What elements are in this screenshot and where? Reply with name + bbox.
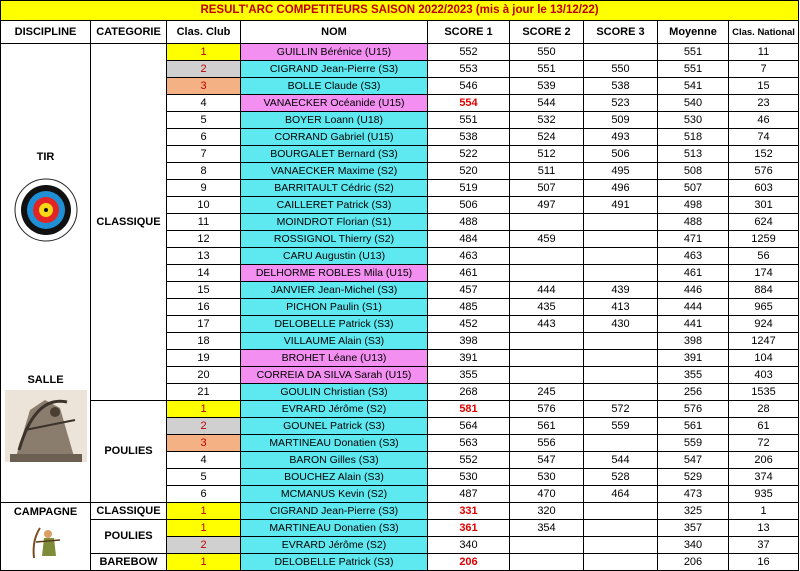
average-cell: 206: [658, 554, 729, 571]
score-1-cell: 398: [428, 333, 510, 350]
score-3-cell: [584, 350, 658, 367]
archer-name-cell: PICHON Paulin (S1): [241, 299, 428, 316]
score-1-cell: 457: [428, 282, 510, 299]
archer-drawing-image: [26, 522, 66, 562]
score-1-cell: 268: [428, 384, 510, 401]
average-cell: 463: [658, 248, 729, 265]
archer-name-cell: BROHET Léane (U13): [241, 350, 428, 367]
club-rank-cell: 5: [167, 469, 241, 486]
category-campagne-classique: CLASSIQUE: [91, 503, 167, 520]
score-3-cell: 495: [584, 163, 658, 180]
archer-name-cell: ROSSIGNOL Thierry (S2): [241, 231, 428, 248]
score-3-cell: [584, 231, 658, 248]
club-rank-cell: 7: [167, 146, 241, 163]
score-2-cell: 511: [510, 163, 584, 180]
club-rank-cell: 4: [167, 452, 241, 469]
average-cell: 529: [658, 469, 729, 486]
club-rank-cell: 12: [167, 231, 241, 248]
national-rank-cell: 965: [729, 299, 799, 316]
score-1-cell: 538: [428, 129, 510, 146]
score-3-cell: [584, 520, 658, 537]
national-rank-cell: 152: [729, 146, 799, 163]
national-rank-cell: 11: [729, 44, 799, 61]
archer-name-cell: CORREIA DA SILVA Sarah (U15): [241, 367, 428, 384]
club-rank-cell: 6: [167, 129, 241, 146]
archer-name-cell: CARU Augustin (U13): [241, 248, 428, 265]
score-1-cell: 530: [428, 469, 510, 486]
score-3-cell: 413: [584, 299, 658, 316]
score-2-cell: 470: [510, 486, 584, 503]
header-nom: NOM: [241, 21, 428, 44]
score-3-cell: [584, 44, 658, 61]
score-1-cell: 506: [428, 197, 510, 214]
score-2-cell: 512: [510, 146, 584, 163]
score-3-cell: [584, 214, 658, 231]
header-clas-national: Clas. National: [729, 21, 799, 44]
national-rank-cell: 301: [729, 197, 799, 214]
archer-name-cell: BOYER Loann (U18): [241, 112, 428, 129]
average-cell: 357: [658, 520, 729, 537]
average-cell: 541: [658, 78, 729, 95]
score-1-cell: 546: [428, 78, 510, 95]
header-discipline: DISCIPLINE: [1, 21, 91, 44]
average-cell: 471: [658, 231, 729, 248]
average-cell: 325: [658, 503, 729, 520]
average-cell: 444: [658, 299, 729, 316]
score-2-cell: 547: [510, 452, 584, 469]
national-rank-cell: 1: [729, 503, 799, 520]
national-rank-cell: 603: [729, 180, 799, 197]
average-cell: 507: [658, 180, 729, 197]
club-rank-cell: 2: [167, 537, 241, 554]
table-row: [1, 520, 799, 537]
score-3-cell: [584, 367, 658, 384]
archer-name-cell: JANVIER Jean-Michel (S3): [241, 282, 428, 299]
score-1-cell: 485: [428, 299, 510, 316]
score-1-cell: 488: [428, 214, 510, 231]
score-3-cell: 550: [584, 61, 658, 78]
archer-name-cell: VANAECKER Maxime (S2): [241, 163, 428, 180]
club-rank-cell: 5: [167, 112, 241, 129]
average-cell: 355: [658, 367, 729, 384]
score-2-cell: [510, 554, 584, 571]
score-2-cell: [510, 214, 584, 231]
score-2-cell: [510, 367, 584, 384]
archer-name-cell: GOUNEL Patrick (S3): [241, 418, 428, 435]
score-1-cell: 553: [428, 61, 510, 78]
average-cell: 576: [658, 401, 729, 418]
score-1-cell: 519: [428, 180, 510, 197]
archer-name-cell: MCMANUS Kevin (S2): [241, 486, 428, 503]
national-rank-cell: 7: [729, 61, 799, 78]
score-2-cell: 530: [510, 469, 584, 486]
score-1-cell: 551: [428, 112, 510, 129]
score-2-cell: 544: [510, 95, 584, 112]
score-2-cell: [510, 333, 584, 350]
score-1-cell: 522: [428, 146, 510, 163]
archer-name-cell: BARRITAULT Cédric (S2): [241, 180, 428, 197]
category-poulies: POULIES: [91, 401, 167, 503]
club-rank-cell: 6: [167, 486, 241, 503]
score-3-cell: 509: [584, 112, 658, 129]
score-1-cell: 461: [428, 265, 510, 282]
score-3-cell: [584, 265, 658, 282]
header-moyenne: Moyenne: [658, 21, 729, 44]
score-1-cell: 520: [428, 163, 510, 180]
average-cell: 551: [658, 61, 729, 78]
discipline-salle-cell: [1, 44, 91, 503]
national-rank-cell: 576: [729, 163, 799, 180]
average-cell: 391: [658, 350, 729, 367]
club-rank-cell: 4: [167, 95, 241, 112]
archer-name-cell: EVRARD Jérôme (S2): [241, 401, 428, 418]
score-2-cell: 444: [510, 282, 584, 299]
archer-name-cell: BOURGALET Bernard (S3): [241, 146, 428, 163]
club-rank-cell: 3: [167, 78, 241, 95]
score-2-cell: 550: [510, 44, 584, 61]
score-1-cell: 452: [428, 316, 510, 333]
club-rank-cell: 1: [167, 503, 241, 520]
score-3-cell: 506: [584, 146, 658, 163]
score-2-cell: [510, 537, 584, 554]
score-1-cell: 361: [428, 520, 510, 537]
score-1-cell: 463: [428, 248, 510, 265]
score-1-cell: 564: [428, 418, 510, 435]
archer-name-cell: CIGRAND Jean-Pierre (S3): [241, 61, 428, 78]
archer-statue-image: [5, 390, 87, 462]
score-2-cell: 507: [510, 180, 584, 197]
club-rank-cell: 8: [167, 163, 241, 180]
average-cell: 530: [658, 112, 729, 129]
score-3-cell: 496: [584, 180, 658, 197]
header-categorie: CATEGORIE: [91, 21, 167, 44]
club-rank-cell: 2: [167, 61, 241, 78]
average-cell: 256: [658, 384, 729, 401]
club-rank-cell: 20: [167, 367, 241, 384]
national-rank-cell: 374: [729, 469, 799, 486]
page-title: RESULT'ARC COMPETITEURS SAISON 2022/2023 (mis à jour le 13/12/22): [1, 1, 799, 21]
average-cell: 518: [658, 129, 729, 146]
archer-name-cell: CIGRAND Jean-Pierre (S3): [241, 503, 428, 520]
average-cell: 498: [658, 197, 729, 214]
club-rank-cell: 9: [167, 180, 241, 197]
score-2-cell: 556: [510, 435, 584, 452]
score-1-cell: 552: [428, 452, 510, 469]
club-rank-cell: 1: [167, 554, 241, 571]
score-1-cell: 331: [428, 503, 510, 520]
national-rank-cell: 884: [729, 282, 799, 299]
table-row: [1, 401, 799, 418]
club-rank-cell: 17: [167, 316, 241, 333]
average-cell: 561: [658, 418, 729, 435]
club-rank-cell: 21: [167, 384, 241, 401]
score-1-cell: 391: [428, 350, 510, 367]
club-rank-cell: 13: [167, 248, 241, 265]
score-2-cell: 551: [510, 61, 584, 78]
header-score-2: SCORE 2: [510, 21, 584, 44]
score-1-cell: 581: [428, 401, 510, 418]
score-2-cell: 497: [510, 197, 584, 214]
score-2-cell: 320: [510, 503, 584, 520]
archer-name-cell: BOUCHEZ Alain (S3): [241, 469, 428, 486]
category-barebow: BAREBOW: [91, 554, 167, 571]
score-3-cell: [584, 384, 658, 401]
average-cell: 551: [658, 44, 729, 61]
score-3-cell: 523: [584, 95, 658, 112]
average-cell: 488: [658, 214, 729, 231]
national-rank-cell: 13: [729, 520, 799, 537]
average-cell: 473: [658, 486, 729, 503]
archer-name-cell: CAILLERET Patrick (S3): [241, 197, 428, 214]
national-rank-cell: 16: [729, 554, 799, 571]
archer-name-cell: GOULIN Christian (S3): [241, 384, 428, 401]
score-1-cell: 563: [428, 435, 510, 452]
archer-name-cell: MARTINEAU Donatien (S3): [241, 435, 428, 452]
national-rank-cell: 1259: [729, 231, 799, 248]
archer-name-cell: DELOBELLE Patrick (S3): [241, 554, 428, 571]
average-cell: 461: [658, 265, 729, 282]
score-2-cell: 354: [510, 520, 584, 537]
national-rank-cell: 935: [729, 486, 799, 503]
archer-name-cell: MARTINEAU Donatien (S3): [241, 520, 428, 537]
average-cell: 540: [658, 95, 729, 112]
score-3-cell: 491: [584, 197, 658, 214]
national-rank-cell: 403: [729, 367, 799, 384]
national-rank-cell: 46: [729, 112, 799, 129]
score-3-cell: 528: [584, 469, 658, 486]
club-rank-cell: 18: [167, 333, 241, 350]
average-cell: 508: [658, 163, 729, 180]
table-row: [1, 503, 799, 520]
archery-target-icon: [13, 173, 79, 247]
score-2-cell: [510, 248, 584, 265]
discipline-salle-label: SALLE: [27, 374, 64, 386]
archer-name-cell: DELOBELLE Patrick (S3): [241, 316, 428, 333]
club-rank-cell: 10: [167, 197, 241, 214]
archer-name-cell: VILLAUME Alain (S3): [241, 333, 428, 350]
score-3-cell: 439: [584, 282, 658, 299]
national-rank-cell: 174: [729, 265, 799, 282]
score-1-cell: 355: [428, 367, 510, 384]
average-cell: 559: [658, 435, 729, 452]
national-rank-cell: 1535: [729, 384, 799, 401]
national-rank-cell: 72: [729, 435, 799, 452]
score-1-cell: 340: [428, 537, 510, 554]
score-2-cell: [510, 265, 584, 282]
header-score-1: SCORE 1: [428, 21, 510, 44]
national-rank-cell: 15: [729, 78, 799, 95]
average-cell: 547: [658, 452, 729, 469]
archer-name-cell: GUILLIN Bérénice (U15): [241, 44, 428, 61]
national-rank-cell: 28: [729, 401, 799, 418]
score-2-cell: 443: [510, 316, 584, 333]
national-rank-cell: 1247: [729, 333, 799, 350]
archer-name-cell: CORRAND Gabriel (U15): [241, 129, 428, 146]
club-rank-cell: 2: [167, 418, 241, 435]
national-rank-cell: 206: [729, 452, 799, 469]
title-row: [1, 1, 799, 21]
average-cell: 513: [658, 146, 729, 163]
score-3-cell: [584, 248, 658, 265]
score-1-cell: 552: [428, 44, 510, 61]
club-rank-cell: 3: [167, 435, 241, 452]
header-clas-club: Clas. Club: [167, 21, 241, 44]
archer-name-cell: VANAECKER Océanide (U15): [241, 95, 428, 112]
header-row: [1, 21, 799, 44]
score-3-cell: 538: [584, 78, 658, 95]
score-3-cell: 544: [584, 452, 658, 469]
score-2-cell: 576: [510, 401, 584, 418]
club-rank-cell: 1: [167, 44, 241, 61]
club-rank-cell: 11: [167, 214, 241, 231]
archer-name-cell: DELHORME ROBLES Mila (U15): [241, 265, 428, 282]
discipline-campagne-cell: [1, 503, 91, 571]
score-3-cell: 559: [584, 418, 658, 435]
national-rank-cell: 74: [729, 129, 799, 146]
table-row: [1, 44, 799, 61]
score-1-cell: 554: [428, 95, 510, 112]
club-rank-cell: 1: [167, 401, 241, 418]
average-cell: 446: [658, 282, 729, 299]
national-rank-cell: 61: [729, 418, 799, 435]
club-rank-cell: 16: [167, 299, 241, 316]
header-score-3: SCORE 3: [584, 21, 658, 44]
score-3-cell: 430: [584, 316, 658, 333]
score-3-cell: 464: [584, 486, 658, 503]
score-2-cell: 539: [510, 78, 584, 95]
table-row: [1, 554, 799, 571]
score-2-cell: 561: [510, 418, 584, 435]
archer-name-cell: BOLLE Claude (S3): [241, 78, 428, 95]
national-rank-cell: 924: [729, 316, 799, 333]
archer-name-cell: EVRARD Jérôme (S2): [241, 537, 428, 554]
score-3-cell: [584, 537, 658, 554]
score-1-cell: 484: [428, 231, 510, 248]
national-rank-cell: 104: [729, 350, 799, 367]
category-campagne-poulies: POULIES: [91, 520, 167, 554]
average-cell: 398: [658, 333, 729, 350]
score-2-cell: [510, 350, 584, 367]
score-3-cell: [584, 503, 658, 520]
score-3-cell: [584, 333, 658, 350]
national-rank-cell: 624: [729, 214, 799, 231]
national-rank-cell: 37: [729, 537, 799, 554]
club-rank-cell: 14: [167, 265, 241, 282]
national-rank-cell: 23: [729, 95, 799, 112]
score-3-cell: 493: [584, 129, 658, 146]
club-rank-cell: 19: [167, 350, 241, 367]
score-2-cell: 245: [510, 384, 584, 401]
score-3-cell: 572: [584, 401, 658, 418]
archer-name-cell: BARON Gilles (S3): [241, 452, 428, 469]
score-3-cell: [584, 435, 658, 452]
score-3-cell: [584, 554, 658, 571]
club-rank-cell: 15: [167, 282, 241, 299]
discipline-tir-label: TIR: [36, 151, 55, 163]
score-2-cell: 524: [510, 129, 584, 146]
discipline-campagne-label: CAMPAGNE: [13, 506, 78, 518]
score-2-cell: 459: [510, 231, 584, 248]
club-rank-cell: 1: [167, 520, 241, 537]
national-rank-cell: 56: [729, 248, 799, 265]
score-2-cell: 532: [510, 112, 584, 129]
score-1-cell: 487: [428, 486, 510, 503]
archer-name-cell: MOINDROT Florian (S1): [241, 214, 428, 231]
score-2-cell: 435: [510, 299, 584, 316]
average-cell: 441: [658, 316, 729, 333]
score-1-cell: 206: [428, 554, 510, 571]
average-cell: 340: [658, 537, 729, 554]
category-classique: CLASSIQUE: [91, 44, 167, 401]
